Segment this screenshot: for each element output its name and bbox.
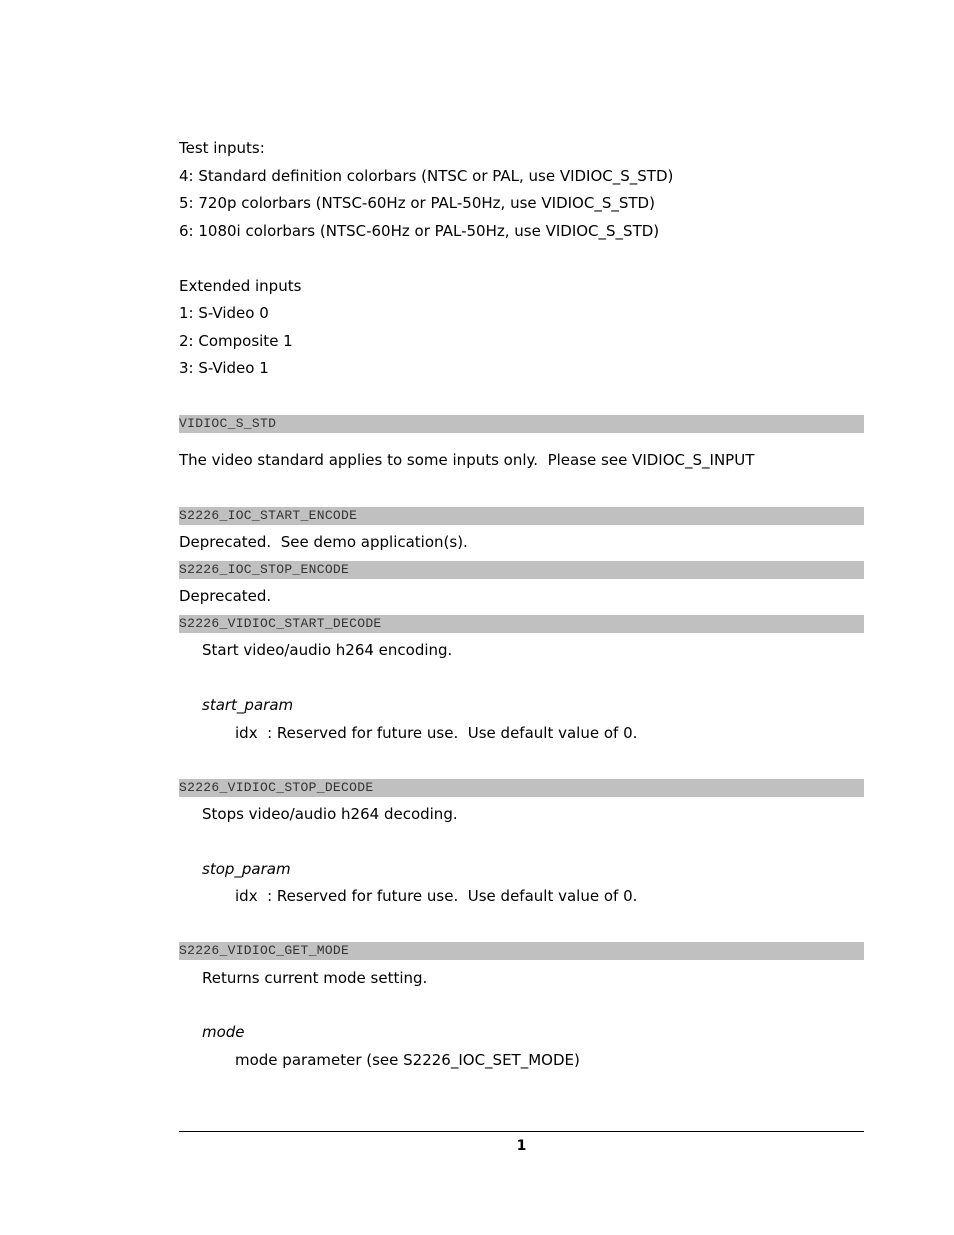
section-title-start-encode: S2226_IOC_START_ENCODE: [179, 507, 864, 525]
test-input-item: 6: 1080i colorbars (NTSC-60Hz or PAL-50Hz, use VIDIOC_S_STD): [179, 222, 660, 240]
test-input-item: 4: Standard definition colorbars (NTSC or PAL, use VIDIOC_S_STD): [179, 167, 674, 185]
section-title-vidioc-s-std: VIDIOC_S_STD: [179, 415, 864, 433]
section-title-start-decode: S2226_VIDIOC_START_DECODE: [179, 615, 864, 633]
extended-inputs-heading: Extended inputs: [179, 277, 302, 295]
test-inputs-heading: Test inputs:: [179, 139, 265, 157]
parameter-description: mode parameter (see S2226_IOC_SET_MODE): [235, 1051, 580, 1069]
page-number: 1: [516, 1138, 527, 1154]
parameter-description: idx : Reserved for future use. Use default value of 0.: [235, 724, 638, 742]
section-description: The video standard applies to some inputs only. Please see VIDIOC_S_INPUT: [179, 451, 755, 469]
extended-input-item: 3: S-Video 1: [179, 359, 269, 377]
section-description: Deprecated. See demo application(s).: [179, 533, 468, 551]
parameter-name: start_param: [202, 696, 294, 714]
section-description: Returns current mode setting.: [202, 969, 428, 987]
section-description: Stops video/audio h264 decoding.: [202, 805, 458, 823]
section-description: Deprecated.: [179, 587, 272, 605]
extended-input-item: 1: S-Video 0: [179, 304, 269, 322]
document-page: [179, 0, 864, 1235]
parameter-description: idx : Reserved for future use. Use default value of 0.: [235, 887, 638, 905]
footer-divider: [179, 1131, 864, 1132]
section-title-get-mode: S2226_VIDIOC_GET_MODE: [179, 942, 864, 960]
parameter-name: stop_param: [202, 860, 291, 878]
extended-input-item: 2: Composite 1: [179, 332, 293, 350]
test-input-item: 5: 720p colorbars (NTSC-60Hz or PAL-50Hz, use VIDIOC_S_STD): [179, 194, 655, 212]
section-title-stop-encode: S2226_IOC_STOP_ENCODE: [179, 561, 864, 579]
section-title-stop-decode: S2226_VIDIOC_STOP_DECODE: [179, 779, 864, 797]
parameter-name: mode: [202, 1023, 245, 1041]
section-description: Start video/audio h264 encoding.: [202, 641, 453, 659]
